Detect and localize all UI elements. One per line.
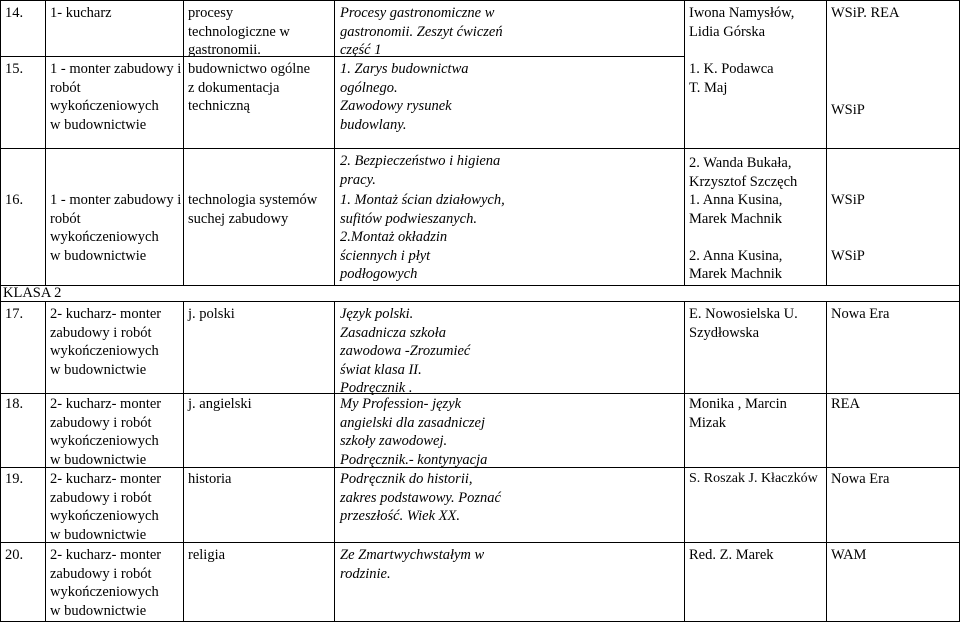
row-number: 17.	[5, 306, 24, 322]
occupation: 1 - monter zabudowy i robót wykończeniowych w budownictwie	[50, 61, 182, 133]
grid-line	[334, 0, 335, 285]
grid-line	[826, 301, 827, 622]
authors: Red. Z. Marek	[689, 547, 774, 563]
occupation: 2- kucharz- monter zabudowy i robót wykończeniowych w budownictwie	[50, 306, 162, 378]
grid-line	[183, 301, 184, 622]
publisher: WSiP. REA	[831, 5, 900, 21]
subject: j. angielski	[188, 396, 252, 412]
grid-line	[45, 301, 46, 622]
subject: technologia systemów suchej zabudowy	[188, 192, 318, 227]
subject: religia	[188, 547, 226, 563]
authors: E. Nowosielska U. Szydłowska	[689, 306, 798, 341]
grid-line	[0, 0, 1, 622]
grid-line	[0, 393, 960, 394]
textbook-title: Procesy gastronomiczne w gastronomii. Zeszyt ćwiczeń część 1	[340, 5, 503, 59]
authors: Iwona Namysłów, Lidia Górska	[689, 5, 795, 40]
grid-line	[45, 0, 46, 285]
grid-line	[334, 301, 335, 622]
textbook-title: Ze Zmartwychwstałym w rodzinie.	[340, 547, 485, 582]
occupation: 2- kucharz- monter zabudowy i robót wykończeniowych w budownictwie	[50, 471, 162, 543]
textbook-title: Język polski. Zasadnicza szkoła zawodowa -Zrozumieć świat klasa II. Podręcznik .	[340, 306, 471, 397]
occupation: 2- kucharz- monter zabudowy i robót wykończeniowych w budownictwie	[50, 547, 162, 619]
subject: procesy technologiczne w gastronomii.	[188, 5, 290, 59]
row-number: 18.	[5, 396, 24, 412]
publisher: WSiP	[831, 192, 865, 208]
authors: 1. K. Podawca T. Maj	[689, 61, 774, 96]
grid-line	[826, 0, 827, 285]
authors: 1. Anna Kusina, Marek Machnik 2. Anna Kusina, Marek Machnik	[689, 192, 783, 283]
row-number: 14.	[5, 5, 24, 21]
textbook-title: My Profession- język angielski dla zasadniczej szkoły zawodowej. Podręcznik.- kontynyacja	[340, 396, 488, 468]
textbook-title: 1. Zarys budownictwa ogólnego. Zawodowy rysunek budowlany.	[340, 61, 469, 133]
row-number: 20.	[5, 547, 24, 563]
row-number: 16.	[5, 192, 24, 208]
subject: j. polski	[188, 306, 235, 322]
grid-line	[684, 301, 685, 622]
grid-line	[0, 148, 960, 149]
textbook-title: 1. Montaż ścian działowych, sufitów podwieszanych. 2.Montaż okładzin ściennych i płyt podłogowych	[340, 192, 505, 283]
textbook-title: 2. Bezpieczeństwo i higiena pracy.	[340, 153, 501, 188]
section-heading: KLASA 2	[3, 285, 62, 301]
authors: Monika , Marcin Mizak	[689, 396, 787, 431]
grid-line	[0, 285, 960, 286]
publisher: REA	[831, 396, 860, 412]
occupation: 1- kucharz	[50, 5, 112, 21]
publisher: Nowa Era	[831, 471, 890, 487]
grid-line	[684, 0, 685, 285]
occupation: 1 - monter zabudowy i robót wykończeniowych w budownictwie	[50, 192, 182, 264]
publisher: WSiP	[831, 248, 865, 264]
authors: 2. Wanda Bukała, Krzysztof Szczęch	[689, 155, 798, 190]
subject: budownictwo ogólne z dokumentacja techniczną	[188, 61, 311, 115]
row-number: 15.	[5, 61, 24, 77]
publisher: Nowa Era	[831, 306, 890, 322]
grid-line	[183, 0, 184, 285]
grid-line	[0, 301, 960, 302]
subject: historia	[188, 471, 232, 487]
publisher: WSiP	[831, 102, 865, 118]
occupation: 2- kucharz- monter zabudowy i robót wykończeniowych w budownictwie	[50, 396, 162, 468]
textbook-title: Podręcznik do historii, zakres podstawowy. Poznać przeszłość. Wiek XX.	[340, 471, 501, 525]
authors: S. Roszak J. Kłaczków	[689, 471, 818, 486]
grid-line	[0, 0, 960, 1]
row-number: 19.	[5, 471, 24, 487]
publisher: WAM	[831, 547, 867, 563]
